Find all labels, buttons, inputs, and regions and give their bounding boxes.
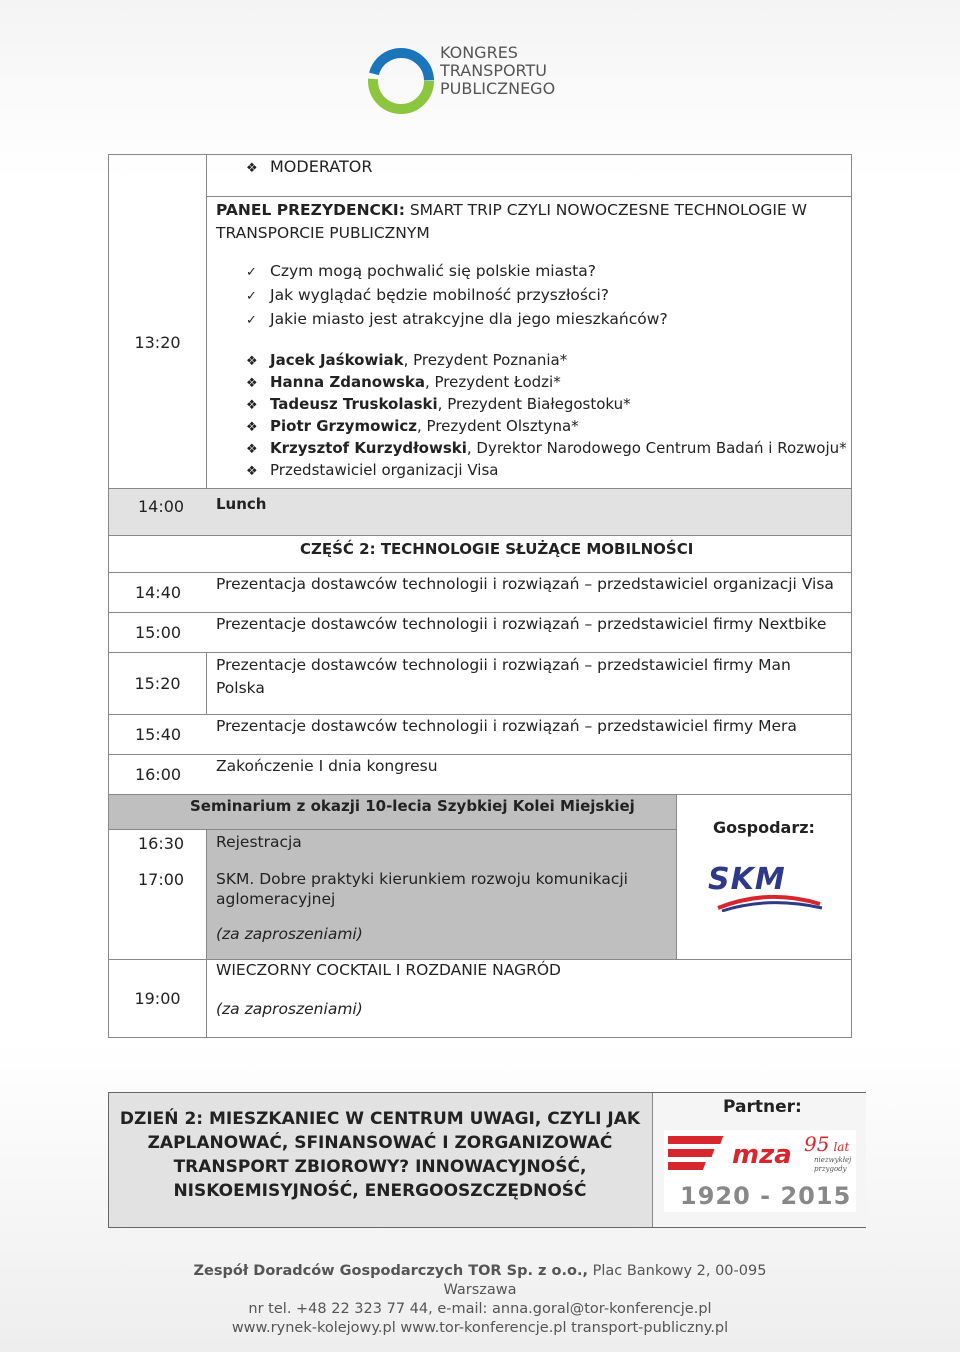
row-1600-text: Zakończenie I dnia kongresu — [216, 757, 438, 775]
diamond-bullet-icon: ❖ — [246, 464, 258, 479]
partner-range: 1920 - 2015 — [680, 1182, 852, 1210]
list-item: ❖ Jacek Jaśkowiak, Prezydent Poznania* — [246, 350, 847, 372]
row-1440-text: Prezentacja dostawców technologii i rozwiązań – przedstawiciel organizacji Visa — [216, 575, 834, 593]
logo-line-3: PUBLICZNEGO — [440, 79, 556, 98]
time-1320: 13:20 — [108, 196, 207, 489]
list-item: ❖ Piotr Grzymowicz, Prezydent Olsztyna* — [246, 416, 847, 438]
seminar-row-1630: Rejestracja — [216, 833, 302, 851]
row-1500-text: Prezentacje dostawców technologii i rozwiązań – przedstawiciel firmy Nextbike — [216, 615, 827, 633]
host-label: Gospodarz: — [713, 818, 815, 837]
logo-line-1: KONGRES — [440, 43, 518, 62]
footer — [170, 1262, 790, 1338]
seminar-divider — [108, 829, 677, 830]
list-item: ❖ Tadeusz Truskolaski, Prezydent Białegostoku* — [246, 394, 847, 416]
time-1900: 19:00 — [108, 959, 207, 1038]
time-1440: 14:40 — [108, 572, 207, 613]
time-1600: 16:00 — [108, 754, 207, 795]
questions-list — [246, 260, 668, 332]
list-item: ✓ Jakie miasto jest atrakcyjne dla jego mieszkańców? — [246, 308, 668, 332]
time-1540: 15:40 — [108, 714, 207, 755]
lunch-time: 14:00 — [138, 497, 185, 516]
list-item: ❖ Hanna Zdanowska, Prezydent Łodzi* — [246, 372, 847, 394]
lunch-label: Lunch — [216, 495, 267, 513]
seminar-invite: (za zaproszeniami) — [216, 925, 363, 943]
logo-line-2: TRANSPORTU — [440, 61, 547, 80]
skm-logo: SKM — [708, 862, 824, 914]
seminar-time-1700: 17:00 — [138, 870, 185, 889]
congress-logo — [366, 42, 576, 112]
mza-logo: mza 95 lat niezwykłej przygody 1920 - 2015 — [664, 1130, 856, 1212]
diamond-bullet-icon: ❖ — [246, 376, 258, 391]
day2-title: DZIEŃ 2: MIESZKANIEC W CENTRUM UWAGI, CZYLI JAK ZAPLANOWAĆ, SFINANSOWAĆ I ZORGANIZOWAĆ TRANSPORT ZBIOROWY? INNOWACYJNOŚĆ, NISKOEMISYJNOŚĆ, ENERGOOSZCZĘDNOŚĆ — [119, 1109, 641, 1201]
time-1500: 15:00 — [108, 612, 207, 653]
logo-ring-icon — [366, 46, 436, 116]
diamond-bullet-icon: ❖ — [246, 420, 258, 435]
moderator-row: ❖ MODERATOR — [246, 157, 373, 176]
check-icon: ✓ — [246, 265, 257, 280]
panel-title: PANEL PREZYDENCKI: SMART TRIP CZYLI NOWOCZESNE TECHNOLOGIE W TRANSPORCIE PUBLICZNYM — [216, 201, 807, 242]
seminar-time-1630: 16:30 — [138, 834, 185, 853]
cocktail-text: WIECZORNY COCKTAIL I ROZDANIE NAGRÓD — [216, 961, 561, 979]
footer-line-1: Zespół Doradców Gospodarczych TOR Sp. z o.o., Plac Bankowy 2, 00-095 Warszawa — [193, 1263, 767, 1298]
row-1520-text: Prezentacje dostawców technologii i rozwiązań – przedstawiciel firmy Man Polska — [216, 656, 791, 697]
seminar-title: Seminarium z okazji 10-lecia Szybkiej Kolei Miejskiej — [190, 797, 635, 815]
partner-label: Partner: — [723, 1097, 802, 1117]
partner-years: 95 lat — [804, 1132, 850, 1156]
time-1520: 15:20 — [108, 652, 207, 715]
check-icon: ✓ — [246, 313, 257, 328]
check-icon: ✓ — [246, 289, 257, 304]
footer-line-3: www.rynek-kolejowy.pl www.tor-konferencje.pl transport-publiczny.pl — [231, 1320, 729, 1336]
diamond-bullet-icon: ❖ — [246, 354, 258, 369]
part2-title: CZĘŚĆ 2: TECHNOLOGIE SŁUŻĄCE MOBILNOŚCI — [300, 540, 694, 558]
skm-swoosh-icon — [708, 892, 824, 912]
partner-tagline: niezwykłej przygody — [814, 1156, 852, 1173]
diamond-bullet-icon: ❖ — [246, 442, 258, 457]
mza-stripes-icon — [668, 1134, 728, 1174]
footer-line-2: nr tel. +48 22 323 77 44, e-mail: anna.goral@tor-konferencje.pl — [248, 1301, 712, 1317]
seminar-row-1700: SKM. Dobre praktyki kierunkiem rozwoju komunikacji aglomeracyjnej — [216, 870, 628, 908]
row-1540-text: Prezentacje dostawców technologii i rozwiązań – przedstawiciel firmy Mera — [216, 717, 797, 735]
list-item: ✓ Czym mogą pochwalić się polskie miasta? — [246, 260, 668, 284]
cocktail-invite: (za zaproszeniami) — [216, 1000, 363, 1018]
diamond-bullet-icon: ❖ — [246, 398, 258, 413]
diamond-bullet-icon: ❖ — [246, 161, 258, 176]
list-item: ❖ Przedstawiciel organizacji Visa — [246, 460, 847, 482]
list-item: ✓ Jak wyglądać będzie mobilność przyszłości? — [246, 284, 668, 308]
list-item: ❖ Krzysztof Kurzydłowski, Dyrektor Narodowego Centrum Badań i Rozwoju* — [246, 438, 847, 460]
speakers-list — [246, 350, 847, 482]
